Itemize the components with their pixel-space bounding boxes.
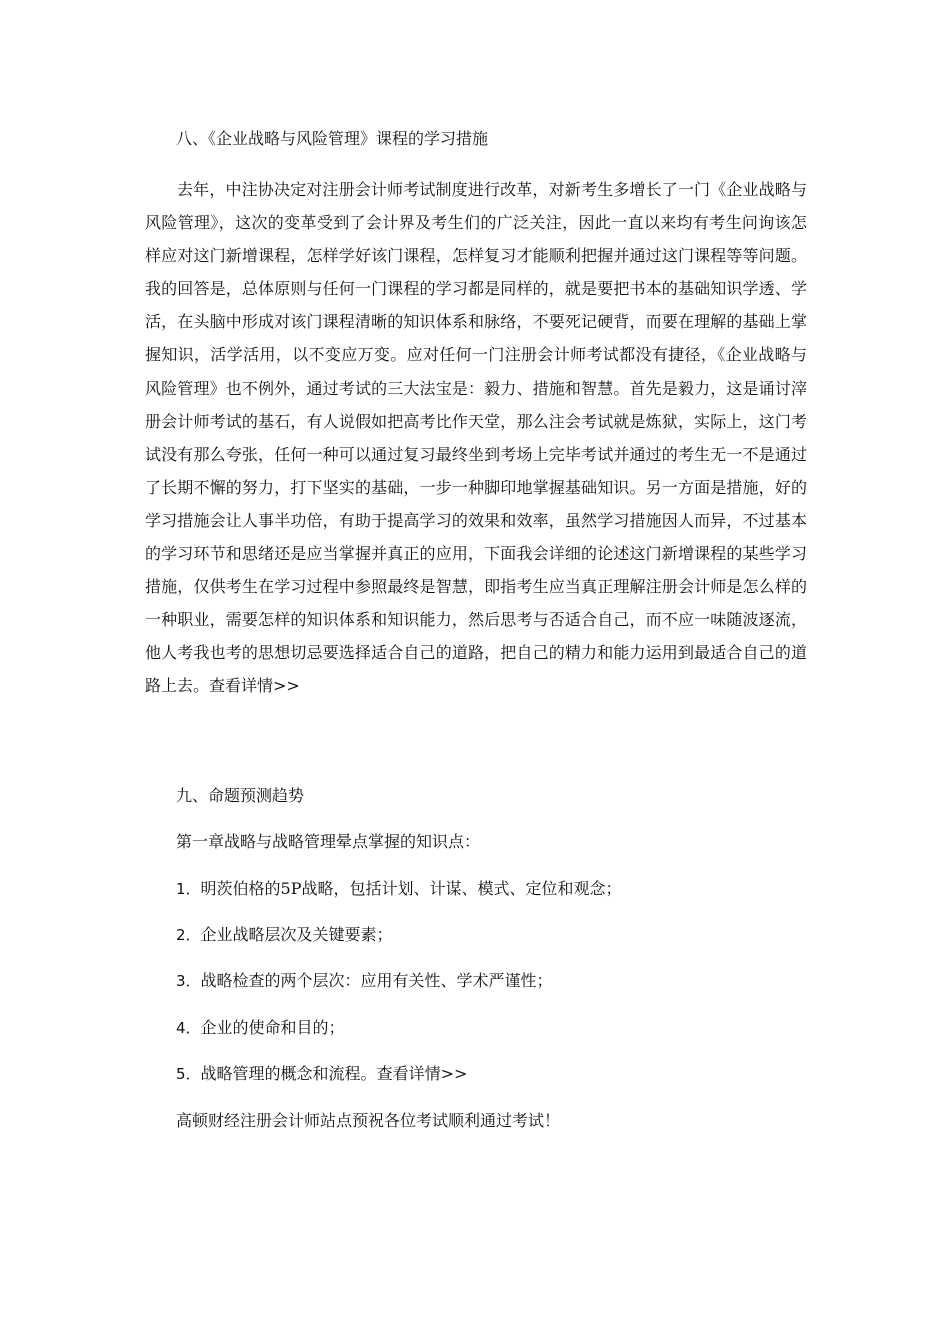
section-9-more-link[interactable]: 查看详情>>: [376, 1064, 468, 1083]
list-item: [176, 877, 816, 901]
list-item-text: 明茨伯格的5P战略，包括计划、计谋、模式、定位和观念；: [200, 879, 622, 898]
list-item: [176, 969, 816, 993]
list-item: [176, 923, 816, 947]
list-item: [176, 1016, 816, 1040]
list-item-text: 企业的使命和目的；: [200, 1018, 345, 1037]
list-item-number: 2．: [176, 926, 201, 944]
section-8-heading: 八、《企业战略与风险管理》课程的学习措施: [176, 129, 489, 148]
list-item-number: 4．: [176, 1019, 201, 1037]
section-8-body: [145, 173, 807, 703]
section-9-heading: 九、命题预测趋势: [176, 786, 305, 805]
list-item-number: 5．: [176, 1065, 201, 1083]
list-item-text: 战略管理的概念和流程。: [200, 1064, 377, 1083]
list-item: [176, 1062, 816, 1086]
list-item-number: 1．: [176, 880, 201, 898]
section-9-intro: 第一章战略与战略管理晕点掌握的知识点：: [176, 832, 481, 851]
list-item-number: 3．: [176, 972, 201, 990]
section-8-more-link[interactable]: 查看详情>>: [209, 676, 300, 696]
section-8-body-text: 去年，中注协决定对注册会计师考试制度进行改革，对新考生多增长了一门《企业战略与风险管理》，这次的变革受到了会计界及考生们的广泛关注，因此一直以来均有考生问询该怎样应对这门新增课程，怎样学好该门课程，怎样复习才能顺利把握并通过这门课程等等问题。我的回答是，总体原则与任何一门课程的学习都是同样的，就是要把书本的基础知识学透、学活，在头脑中形成对该门课程清晰的知识体系和脉络，不要死记硬背，而要在理解的基础上掌握知识，活学活用，以不变应万变。应对任何一门注册会计师考试都没有捷径，《企业战略与风险管理》也不例外，通过考试的三大法宝是：毅力、措施和智慧。首先是毅力，这是诵讨滓册会计师考试的基石，有人说假如把高考比作天堂，那么注会考试就是炼狱，实际上，这门考试没有那么夸张，任何一种可以通过复习最终坐到考场上完毕考试并通过的考生无一不是通过了长期不懈的努力，打下坚实的基础，一步一种脚印地掌握基础知识。另一方面是措施，好的学习措施会让人事半功倍，有助于提高学习的效果和效率，虽然学习措施因人而异，不过基本的学习环节和思绪还是应当掌握并真正的应用，下面我会详细的论述这门新增课程的某些学习措施，仅供考生在学习过程中参照最终是智慧，即指考生应当真正理解注册会计师是怎么样的一种职业，需要怎样的知识体系和知识能力，然后思考与否适合自己，而不应一味随波逐流，他人考我也考的思想切忌要选择适合自己的道路，把自己的精力和能力运用到最适合自己的道路上去。: [145, 180, 807, 696]
list-item-text: 企业战略层次及关键要素；: [200, 925, 393, 944]
list-item-text: 战略检查的两个层次：应用有关性、学术严谨性；: [200, 971, 553, 990]
closing-line: 高顿财经注册会计师站点预祝各位考试顺利通过考试！: [176, 1111, 561, 1130]
